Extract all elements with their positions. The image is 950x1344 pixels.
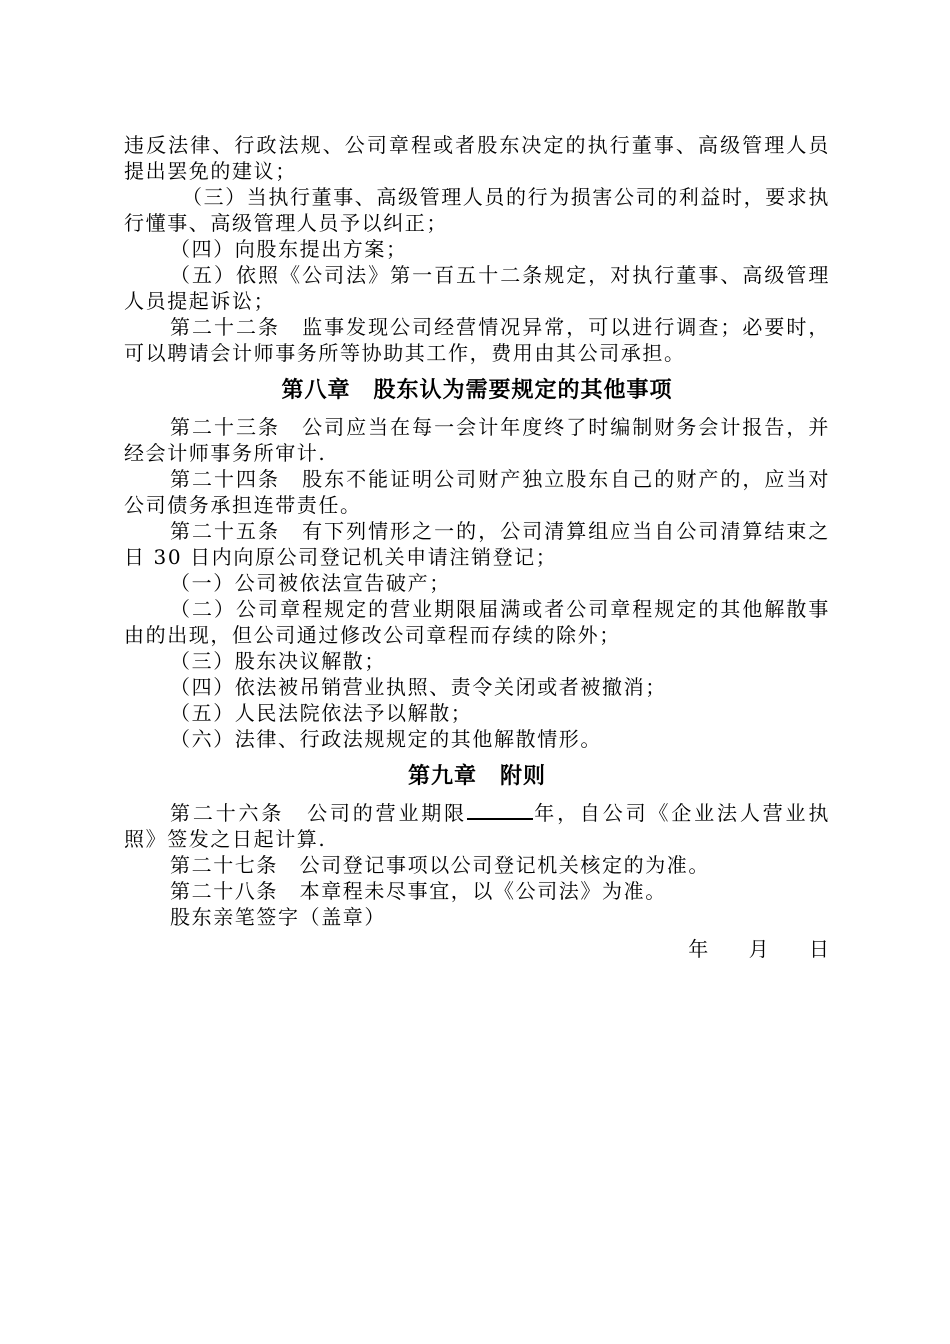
chapter-9-heading: 第九章 附则 <box>407 764 546 789</box>
list-item-five: （五）依照《公司法》第一百五十二条规定，对执行董事、高级管理人员提起诉讼； <box>124 263 830 313</box>
term-blank-line[interactable] <box>467 800 533 820</box>
article-26 <box>124 800 830 852</box>
paragraph-continuation: 违反法律、行政法规、公司章程或者股东决定的执行董事、高级管理人员提出罢免的建议； <box>124 133 830 183</box>
document-body <box>124 132 830 964</box>
dissolution-item-4: （四）依法被吊销营业执照、责令关闭或者被撤消； <box>170 675 667 699</box>
dissolution-item-3: （三）股东决议解散； <box>170 649 386 673</box>
article-28: 第二十八条 本章程未尽事宜，以《公司法》为准。 <box>170 879 667 903</box>
date-line <box>124 934 830 964</box>
dissolution-item-1: （一）公司被依法宣告破产； <box>170 571 451 595</box>
dissolution-item-5: （五）人民法院依法予以解散； <box>170 701 473 725</box>
article-26-text-before: 第二十六条 公司的营业期限 <box>170 801 467 825</box>
date-day: 日 <box>809 937 830 961</box>
list-item-three: （三）当执行董事、高级管理人员的行为损害公司的利益时，要求执行懂事、高级管理人员予以纠正； <box>124 185 830 235</box>
date-month: 月 <box>748 937 770 961</box>
date-year: 年 <box>688 937 710 961</box>
chapter-8-heading: 第八章 股东认为需要规定的其他事项 <box>281 378 673 403</box>
article-27: 第二十七条 公司登记事项以公司登记机关核定的为准。 <box>170 853 710 877</box>
article-22: 第二十二条 监事发现公司经营情况异常，可以进行调查；必要时，可以聘请会计师事务所等协助其工作，费用由其公司承担。 <box>124 315 830 365</box>
article-26-text-after: 年，自公司《企业法人营业执照》签发之日起计算. <box>124 801 830 851</box>
article-25: 第二十五条 有下列情形之一的，公司清算组应当自公司清算结束之日 30 日内向原公司登记机关申请注销登记； <box>124 519 830 569</box>
article-23: 第二十三条 公司应当在每一会计年度终了时编制财务会计报告，并经会计师事务所审计. <box>124 415 830 465</box>
article-24: 第二十四条 股东不能证明公司财产独立股东自己的财产的，应当对公司债务承担连带责任。 <box>124 467 830 517</box>
dissolution-item-2: （二）公司章程规定的营业期限届满或者公司章程规定的其他解散事由的出现，但公司通过修改公司章程而存续的除外； <box>124 597 830 647</box>
dissolution-item-6: （六）法律、行政法规规定的其他解散情形。 <box>170 727 602 751</box>
list-item-four: （四）向股东提出方案； <box>170 237 408 261</box>
signature-line: 股东亲笔签字（盖章） <box>170 905 386 929</box>
